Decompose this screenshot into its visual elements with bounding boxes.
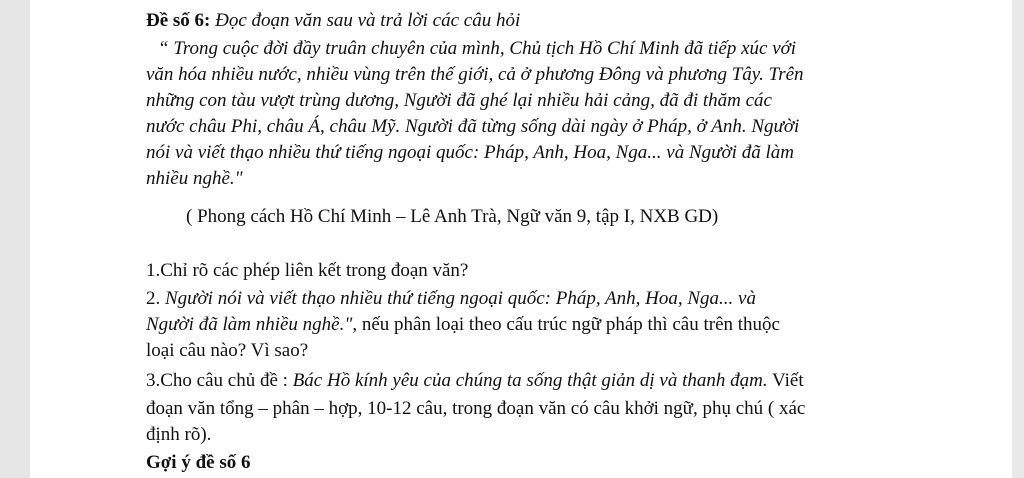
passage-line-6: nhiều nghề." (146, 168, 243, 189)
exercise-instruction: Đọc đoạn văn sau và trả lời các câu hỏi (215, 10, 521, 31)
passage-line-1: “ Trong cuộc đời đầy truân chuyên của mình, Chủ tịch Hồ Chí Minh đã tiếp xúc với (158, 38, 797, 59)
question-3-topic-sentence: Bác Hồ kính yêu của chúng ta sống thật giản dị và thanh đạm. (292, 370, 768, 391)
passage-line-2: văn hóa nhiều nước, nhiều vùng trên thế giới, cả ở phương Đông và phương Tây. Trên (146, 64, 804, 85)
question-2-line-2 (146, 312, 780, 338)
right-gutter (1012, 0, 1024, 478)
left-gutter (0, 0, 30, 478)
exercise-heading (146, 8, 520, 34)
question-2-line-1 (146, 286, 756, 312)
passage-line-5: nói và viết thạo nhiều thứ tiếng ngoại quốc: Pháp, Anh, Hoa, Nga... và Người đã làm (146, 142, 794, 163)
question-3-text: Viết (767, 370, 804, 391)
suggestion-heading: Gợi ý đề số 6 (146, 452, 251, 473)
question-3-line-1 (146, 368, 804, 394)
question-2-line-3: loại câu nào? Vì sao? (146, 340, 309, 361)
question-2-quote-part-2: Người đã làm nhiều nghề." (146, 314, 353, 335)
passage-line-3: những con tàu vượt trùng dương, Người đã ghé lại nhiều hải cảng, đã đi thăm các (146, 90, 772, 111)
exercise-number: Đề số 6: (146, 10, 211, 31)
question-3-line-3: định rõ). (146, 424, 212, 445)
question-2-number: 2. (146, 288, 165, 309)
passage-source: ( Phong cách Hồ Chí Minh – Lê Anh Trà, Ngữ văn 9, tập I, NXB GD) (186, 206, 719, 227)
passage-line-4: nước châu Phi, châu Á, châu Mỹ. Người đã từng sống dài ngày ở Pháp, ở Anh. Người (146, 116, 800, 137)
question-2-quote-part-1: Người nói và viết thạo nhiều thứ tiếng ngoại quốc: Pháp, Anh, Hoa, Nga... và (165, 288, 756, 309)
question-1: 1.Chỉ rõ các phép liên kết trong đoạn văn? (146, 260, 469, 281)
question-3-line-2: đoạn văn tổng – phân – hợp, 10-12 câu, trong đoạn văn có câu khởi ngữ, phụ chú ( xác (146, 398, 806, 419)
question-2-text: , nếu phân loại theo cấu trúc ngữ pháp thì câu trên thuộc (352, 314, 780, 335)
question-3-prefix: 3.Cho câu chủ đề : (146, 370, 293, 391)
